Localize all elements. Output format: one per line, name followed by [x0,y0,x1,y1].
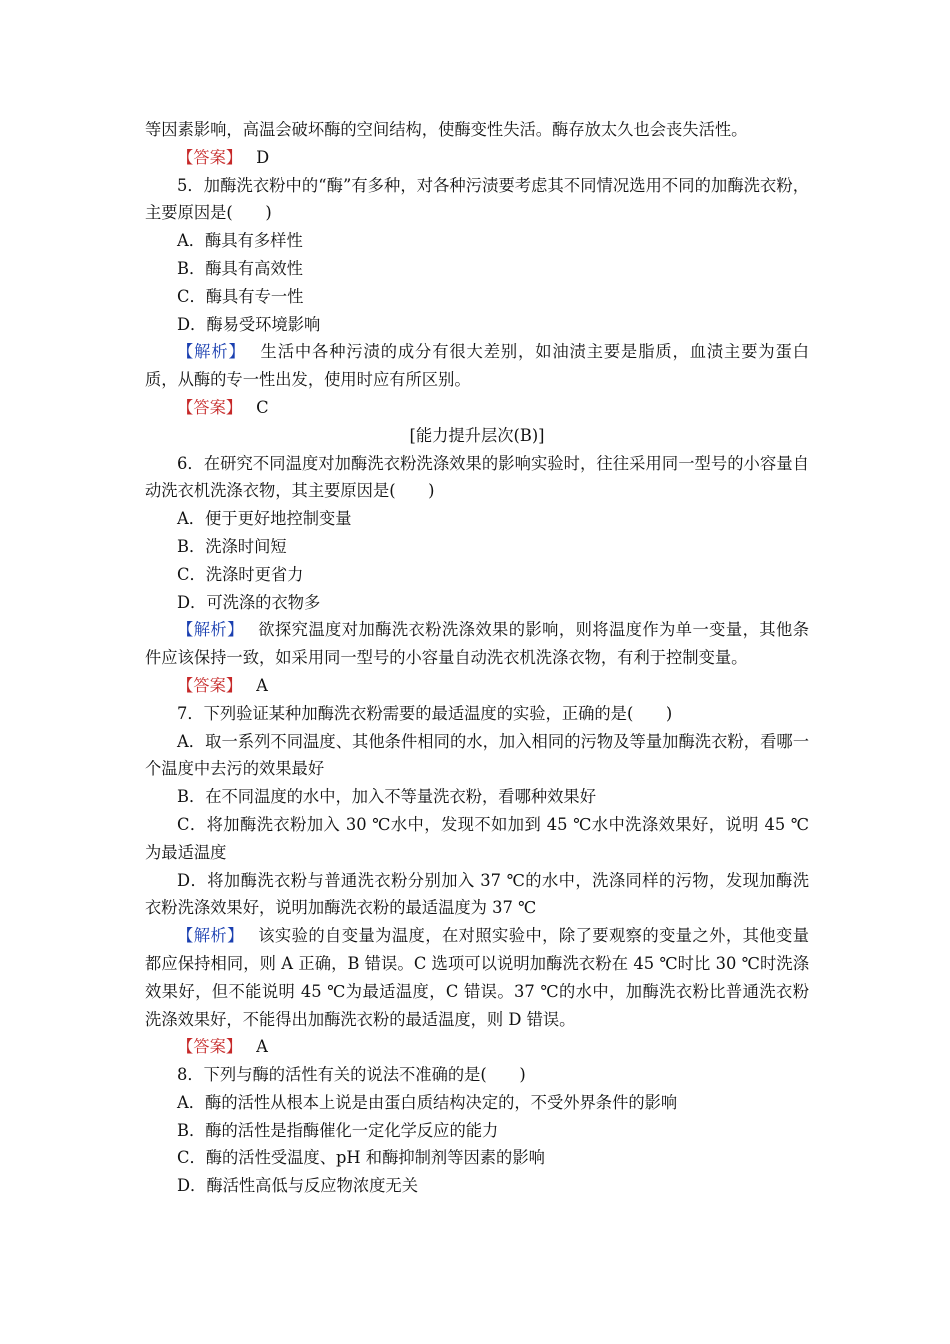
q5-option-b: B．酶具有高效性 [177,258,303,278]
q7-option-d: D．将加酶洗衣粉与普通洗衣粉分别加入 37 ℃的水中，洗涤同样的污物，发现加酶洗衣粉洗涤效果好，说明加酶洗衣粉的最适温度为 37 ℃ [145,870,809,918]
q6-option-a: A．便于更好地控制变量 [177,509,352,529]
answer-7 [145,1033,809,1061]
q6-option-c: C．洗涤时更省力 [177,564,304,584]
answer-value: A [256,1037,268,1057]
question-8: 8．下列与酶的活性有关的说法不准确的是( ) [177,1065,526,1085]
q6-option-d: D．可洗涤的衣物多 [177,592,321,612]
document-page [145,116,809,1200]
q5-option-c: C．酶具有专一性 [177,286,304,306]
q5-option-d: D．酶易受环境影响 [177,314,321,334]
explanation-text: 该实验的自变量为温度，在对照实验中，除了要观察的变量之外，其他变量都应保持相同，则 A 正确，B 错误。C 选项可以说明加酶洗衣粉在 45 ℃时比 30 ℃时洗涤效果好，但不能说明 45 ℃为最适温度，C 错误。37 ℃的水中，加酶洗衣粉比普通洗衣粉洗涤效果好，不能得出加酶洗衣粉的最适温度，则 D 错误。 [145,926,809,1029]
explanation-6 [145,616,809,672]
q8-option-a: A．酶的活性从根本上说是由蛋白质结构决定的，不受外界条件的影响 [177,1092,678,1112]
answer-value: A [256,675,268,695]
answer-tag: 【答案】 [177,397,243,417]
question-6: 6．在研究不同温度对加酶洗衣粉洗涤效果的影响实验时，往往采用同一型号的小容量自动洗衣机洗涤衣物，其主要原因是( ) [145,453,809,501]
q8-option-c: C．酶的活性受温度、pH 和酶抑制剂等因素的影响 [177,1148,545,1168]
intro-paragraph: 等因素影响，高温会破坏酶的空间结构，使酶变性失活。酶存放太久也会丧失活性。 [145,120,748,139]
answer-tag: 【答案】 [177,1037,243,1057]
q8-option-b: B．酶的活性是指酶催化一定化学反应的能力 [177,1120,499,1140]
section-heading: [能力提升层次(B)] [409,425,545,445]
q5-option-a: A．酶具有多样性 [177,231,303,251]
explanation-7 [145,922,809,1033]
answer-5 [145,394,809,422]
explanation-tag: 【解析】 [177,926,244,946]
q8-option-d: D．酶活性高低与反应物浓度无关 [177,1176,418,1196]
answer-4 [145,144,809,172]
q7-option-a: A．取一系列不同温度、其他条件相同的水，加入相同的污物及等量加酶洗衣粉，看哪一个温度中去污的效果最好 [145,731,809,779]
explanation-text: 生活中各种污渍的成分有很大差别，如油渍主要是脂质，血渍主要为蛋白质，从酶的专一性出发，使用时应有所区别。 [145,342,809,390]
answer-6 [145,672,809,700]
explanation-tag: 【解析】 [177,620,244,640]
q7-option-b: B．在不同温度的水中，加入不等量洗衣粉，看哪种效果好 [177,787,596,807]
q7-option-c: C．将加酶洗衣粉加入 30 ℃水中，发现不如加到 45 ℃水中洗涤效果好，说明 45 ℃为最适温度 [145,814,809,862]
question-5: 5．加酶洗衣粉中的“酶”有多种，对各种污渍要考虑其不同情况选用不同的加酶洗衣粉，主要原因是( ) [145,175,809,223]
question-7: 7．下列验证某种加酶洗衣粉需要的最适温度的实验，正确的是( ) [177,703,673,723]
answer-tag: 【答案】 [177,675,243,695]
q6-option-b: B．洗涤时间短 [177,536,287,556]
answer-value: C [256,397,269,417]
answer-value: D [256,147,270,167]
explanation-tag: 【解析】 [177,342,246,362]
answer-tag: 【答案】 [177,147,243,167]
explanation-5 [145,338,809,394]
explanation-text: 欲探究温度对加酶洗衣粉洗涤效果的影响，则将温度作为单一变量，其他条件应该保持一致，如采用同一型号的小容量自动洗衣机洗涤衣物，有利于控制变量。 [145,620,809,668]
